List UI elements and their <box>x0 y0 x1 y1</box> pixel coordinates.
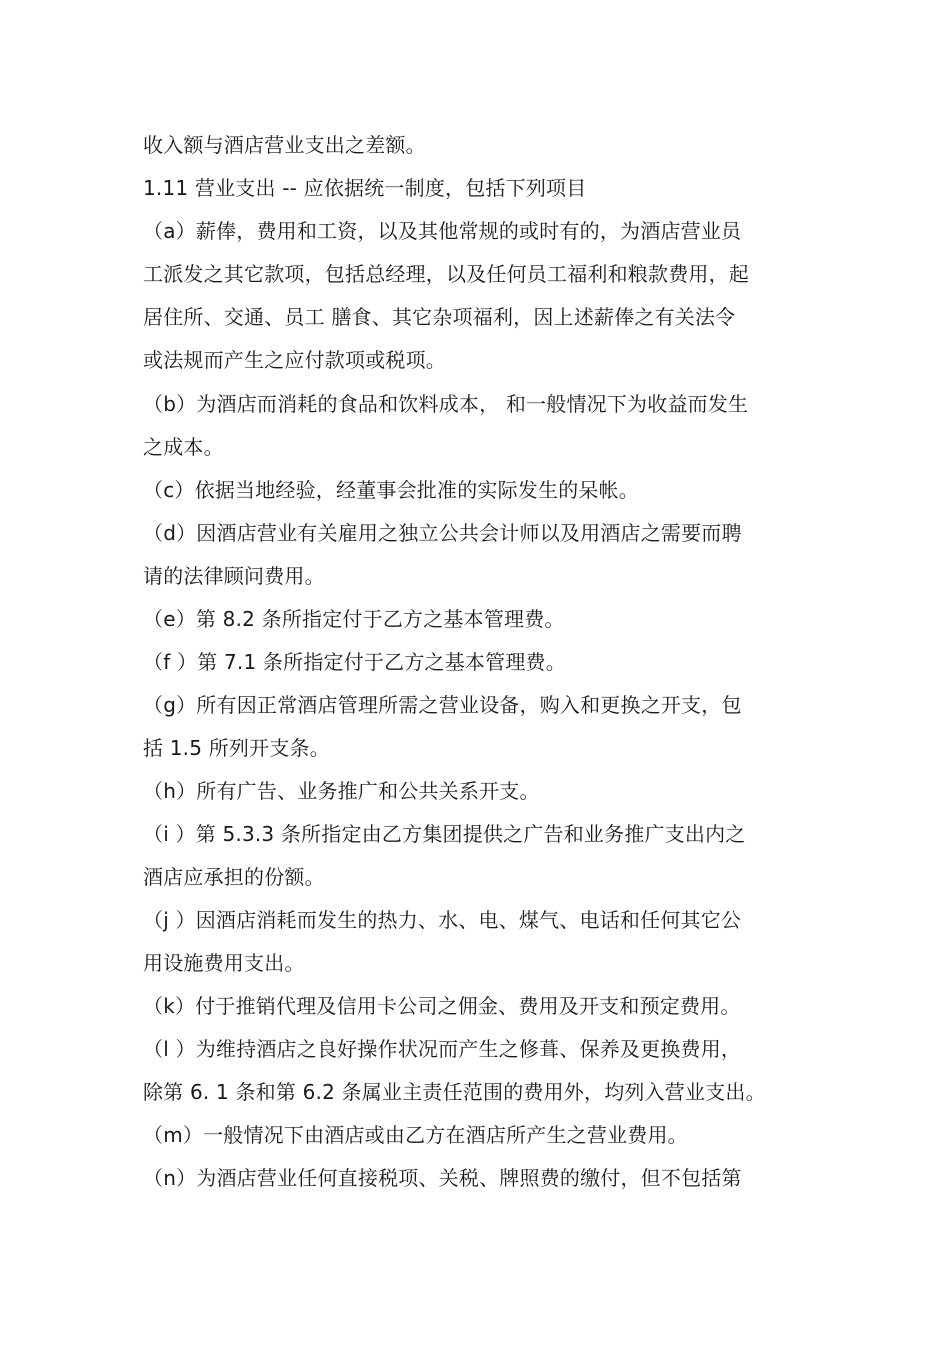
text-line: 括 1.5 所列开支条。 <box>143 736 330 760</box>
text-line: （e）第 8.2 条所指定付于乙方之基本管理费。 <box>143 607 565 631</box>
section-heading: 1.11 营业支出 -- 应依据统一制度，包括下列项目 <box>143 176 587 200</box>
text-line: （j ）因酒店消耗而发生的热力、水、电、煤气、电话和任何其它公 <box>143 908 742 932</box>
text-line: 酒店应承担的份额。 <box>143 865 325 889</box>
text-line: 或法规而产生之应付款项或税项。 <box>143 348 446 372</box>
text-line: （k）付于推销代理及信用卡公司之佣金、费用及开支和预定费用。 <box>143 994 741 1018</box>
text-line: （c）依据当地经验，经董事会批准的实际发生的呆帐。 <box>143 478 639 502</box>
text-line: （a）薪俸，费用和工资，以及其他常规的或时有的，为酒店营业员 <box>143 219 742 243</box>
text-line: 收入额与酒店营业支出之差额。 <box>143 133 426 157</box>
text-line: 除第 6. 1 条和第 6.2 条属业主责任范围的费用外，均列入营业支出。 <box>143 1080 766 1104</box>
text-line: （b）为酒店而消耗的食品和饮料成本， 和一般情况下为收益而发生 <box>143 392 749 416</box>
text-line: （l ）为维持酒店之良好操作状况而产生之修葺、保养及更换费用， <box>143 1037 742 1061</box>
text-line: 居住所、交通、员工 膳食、其它杂项福利，因上述薪俸之有关法令 <box>143 305 736 329</box>
text-line: （m）一般情况下由酒店或由乙方在酒店所产生之营业费用。 <box>143 1123 688 1147</box>
text-line: （h）所有广告、业务推广和公共关系开支。 <box>143 779 540 803</box>
text-line: 之成本。 <box>143 435 224 459</box>
text-line: 用设施费用支出。 <box>143 951 305 975</box>
text-line: 请的法律顾问费用。 <box>143 564 325 588</box>
text-line: （n）为酒店营业任何直接税项、关税、牌照费的缴付，但不包括第 <box>143 1166 742 1190</box>
text-line: 工派发之其它款项，包括总经理，以及任何员工福利和粮款费用，起 <box>143 262 749 286</box>
text-line: （f ）第 7.1 条所指定付于乙方之基本管理费。 <box>143 650 566 674</box>
text-line: （i ）第 5.3.3 条所指定由乙方集团提供之广告和业务推广支出内之 <box>143 822 746 846</box>
text-line: （d）因酒店营业有关雇用之独立公共会计师以及用酒店之需要而聘 <box>143 521 742 545</box>
text-line: （g）所有因正常酒店管理所需之营业设备，购入和更换之开支，包 <box>143 693 742 717</box>
